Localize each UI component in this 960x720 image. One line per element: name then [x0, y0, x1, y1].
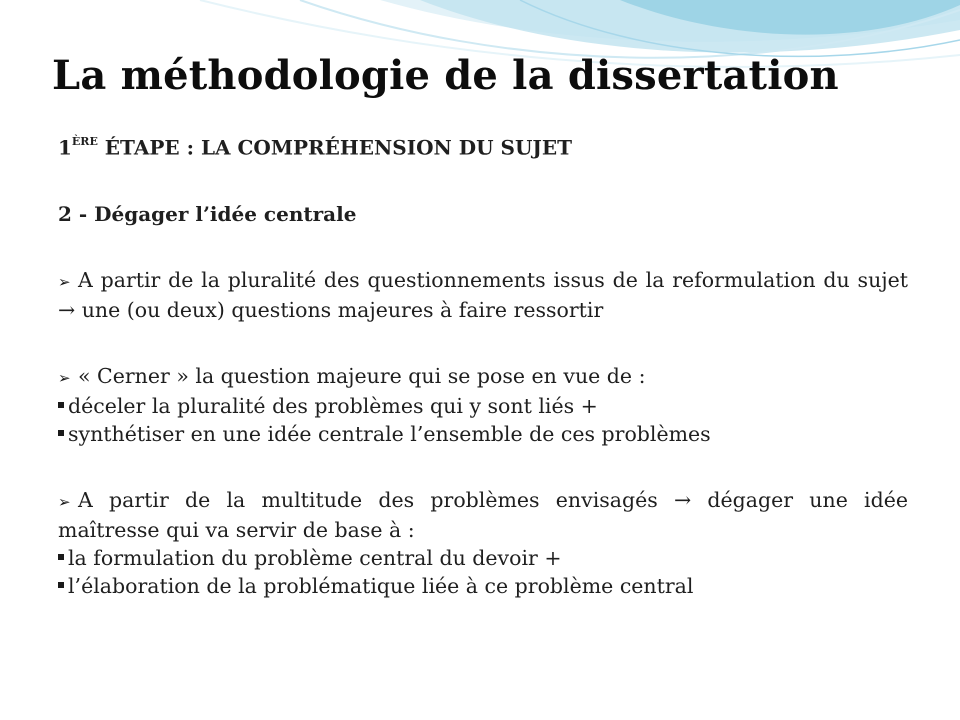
square-bullet-icon — [58, 430, 64, 436]
list-item — [58, 420, 908, 448]
list-item — [58, 544, 908, 572]
block-2-text: « Cerner » la question majeure qui se pose en vue de : — [78, 363, 646, 388]
square-bullet-icon — [58, 554, 64, 560]
step-number: 1 — [58, 135, 72, 160]
arrow-bullet-icon: ➢ — [58, 368, 71, 387]
block-1-text: A partir de la pluralité des questionnements issus de la reformulation du sujet → une (ou deux) questions majeures à faire ressortir — [58, 267, 908, 322]
square-bullet-icon — [58, 582, 64, 588]
block-2-lead — [58, 362, 908, 392]
step-heading — [58, 130, 908, 162]
step-title: ÉTAPE : LA COMPRÉHENSION DU SUJET — [97, 135, 572, 160]
list-item — [58, 392, 908, 420]
slide-body — [58, 128, 908, 600]
list-item — [58, 572, 908, 600]
slide-title: La méthodologie de la dissertation — [52, 52, 839, 99]
block-3 — [58, 486, 908, 600]
block-1 — [58, 266, 908, 324]
arrow-bullet-icon: ➢ — [58, 272, 71, 291]
section-subheading: 2 - Dégager l’idée centrale — [58, 201, 357, 226]
arrow-bullet-icon: ➢ — [58, 492, 71, 511]
block-3-text: A partir de la multitude des problèmes envisagés → dégager une idée maîtresse qui va servir de base à : — [58, 487, 908, 542]
list-item-text: synthétiser en une idée centrale l’ensemble de ces problèmes — [68, 421, 711, 446]
list-item-text: déceler la pluralité des problèmes qui y sont liés + — [68, 393, 598, 418]
step-superscript: ÈRE — [71, 135, 98, 148]
list-item-text: la formulation du problème central du devoir + — [68, 545, 562, 570]
block-3-lead — [58, 486, 908, 544]
list-item-text: l’élaboration de la problématique liée à ce problème central — [68, 573, 694, 598]
square-bullet-icon — [58, 402, 64, 408]
block-2 — [58, 362, 908, 448]
